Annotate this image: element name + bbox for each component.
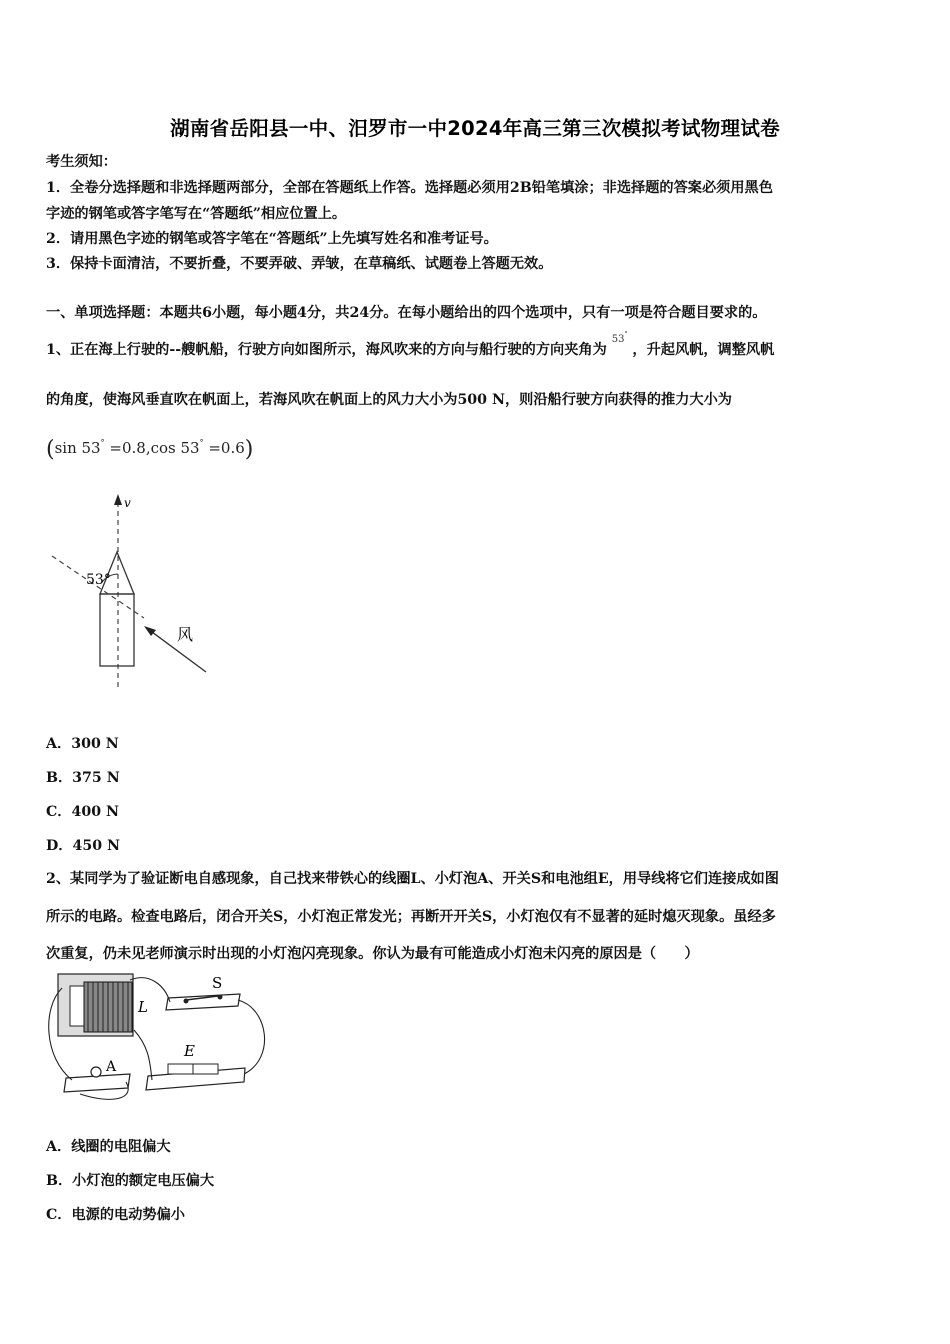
option-b: B．375 N: [46, 770, 120, 786]
question-1-line-1: 1、正在海上行驶的--艘帆船，行驶方向如图所示，海风吹来的方向与船行驶的方向夹角为 $^{53^\circ}$ ，升起风帆，调整风帆: [46, 331, 775, 358]
angle-value: 53: [611, 334, 625, 345]
option-d: D．450 N: [46, 838, 121, 854]
boat-hull: [100, 594, 134, 666]
notice-item: 1．全卷分选择题和非选择题两部分，全部在答题纸上作答。选择题必须用2B铅笔填涂；非选择题的答案必须用黑色: [46, 180, 773, 196]
option-b: B．小灯泡的额定电压偏大: [46, 1173, 215, 1189]
switch-label: S: [212, 974, 223, 992]
page-title: 湖南省岳阳县一中、汨罗市一中2024年高三第三次模拟考试物理试卷: [170, 117, 780, 140]
notice-item: 字迹的钢笔或答字笔写在“答题纸”相应位置上。: [46, 206, 347, 222]
question-2-line-1: 2、某同学为了验证断电自感现象，自己找来带铁心的线圈L、小灯泡A、开关S和电池组E，用导线将它们连接成如图: [46, 871, 779, 887]
option-c: C．电源的电动势偏小: [46, 1207, 185, 1223]
notice-item: 3．保持卡面清洁，不要折叠，不要弄破、弄皱，在草稿纸、试题卷上答题无效。: [46, 256, 553, 272]
wind-arrow-icon: [144, 626, 156, 636]
option-a: A．300 N: [46, 736, 119, 752]
lamp-label: A: [106, 1059, 117, 1075]
velocity-arrow-icon: [114, 494, 122, 505]
question-1-line-2: 的角度，使海风垂直吹在帆面上，若海风吹在帆面上的风力大小为500 N，则沿船行驶方向获得的推力大小为: [46, 392, 732, 408]
section-heading: 一、单项选择题：本题共6小题，每小题4分，共24分。在每小题给出的四个选项中，只有一项是符合题目要求的。: [46, 305, 767, 321]
coil-label: L: [138, 998, 148, 1016]
question-2-line-2: 所示的电路。检查电路后，闭合开关S，小灯泡正常发光；再断开开关S，小灯泡仅有不显著的延时熄灭现象。虽经多: [46, 909, 776, 925]
option-c: C．400 N: [46, 804, 120, 820]
trig-formula: (sin 53° =0.8,cos 53° =0.6): [46, 437, 254, 462]
sailboat-figure: [40, 488, 220, 698]
question-1-text-a: 1、正在海上行驶的--艘帆船，行驶方向如图所示，海风吹来的方向与船行驶的方向夹角为: [46, 342, 607, 358]
notice-heading: 考生须知：: [46, 154, 117, 170]
battery-label: E: [184, 1042, 195, 1060]
angle-label: 53°: [86, 572, 111, 588]
sin-label: sin 53: [54, 439, 101, 457]
question-1-text-b: ，升起风帆，调整风帆: [632, 342, 775, 358]
cos-value: =0.6: [208, 439, 245, 457]
switch-board: [166, 994, 240, 1010]
velocity-label: v: [124, 496, 131, 510]
lamp-bulb: [91, 1067, 101, 1077]
sin-value: =0.8,: [109, 439, 151, 457]
wind-label: 风: [177, 625, 194, 644]
notice-item: 2．请用黑色字迹的钢笔或答字笔在“答题纸”上先填写姓名和准考证号。: [46, 231, 498, 247]
cos-label: cos 53: [150, 439, 200, 457]
coil-with-iron-core: [58, 974, 133, 1036]
question-2-line-3: 次重复，仍未见老师演示时出现的小灯泡闪亮现象。你认为最有可能造成小灯泡未闪亮的原因是（ ）: [46, 946, 699, 962]
circuit-figure: [40, 968, 280, 1108]
option-a: A．线圈的电阻偏大: [46, 1139, 171, 1155]
